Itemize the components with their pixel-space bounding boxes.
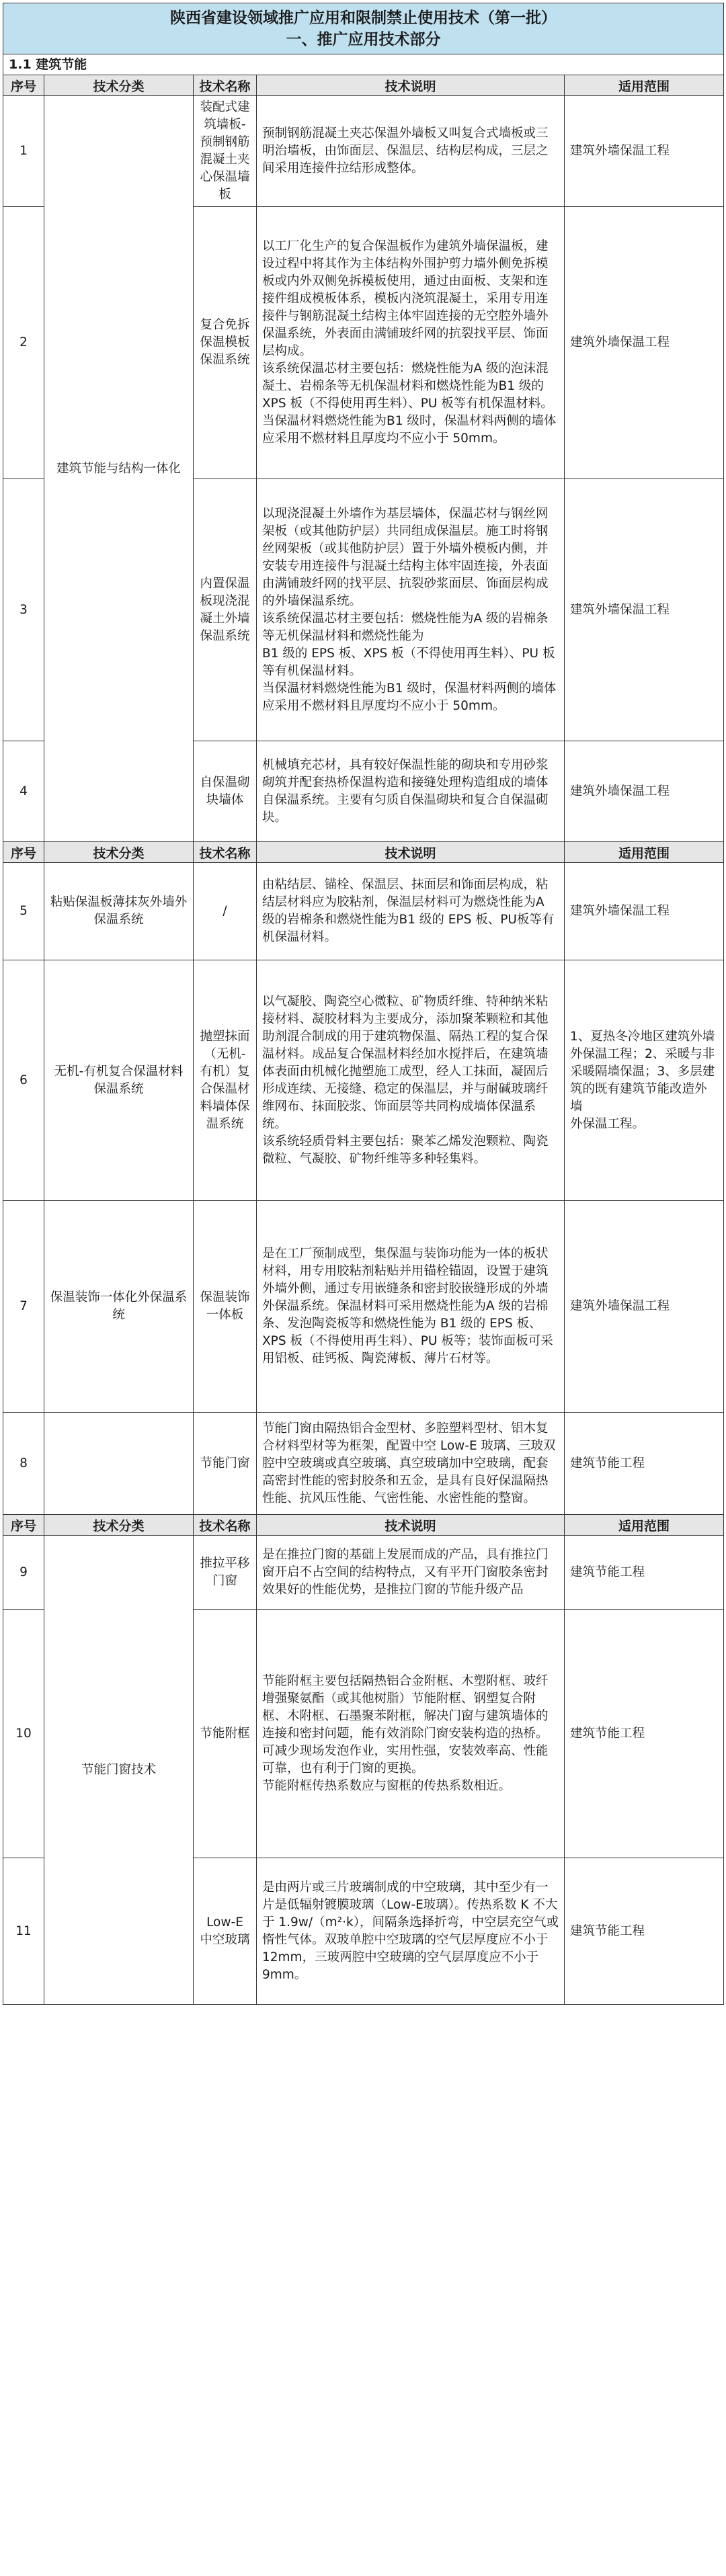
scope-line: 建筑外墙保温工程 bbox=[570, 1299, 670, 1313]
row-category: 保温装饰一体化外保温系统 bbox=[44, 1201, 194, 1413]
application-scope bbox=[565, 741, 724, 842]
column-header-row bbox=[3, 75, 724, 96]
column-header-row bbox=[3, 842, 724, 863]
description-paragraph: 当保温材料燃烧性能为B1 级时，保温材料两侧的墙体应采用不燃材料且厚度均不应小于 50mm。 bbox=[262, 414, 557, 446]
technology-name: 节能附框 bbox=[194, 1610, 257, 1858]
technology-description bbox=[257, 1610, 565, 1858]
table-row bbox=[3, 863, 724, 960]
technology-name: 节能门窗 bbox=[194, 1413, 257, 1515]
application-scope bbox=[565, 863, 724, 960]
scope-line: 建筑外墙保温工程 bbox=[570, 144, 670, 158]
description-paragraph: 节能附框主要包括隔热铝合金附框、木塑附框、玻纤增强聚氨酯（或其他树脂）节能附框、钢塑复合附框、木附框、石墨聚苯附框，解决门窗与建筑墙体的连接和密封问题，能有效消除门窗安装构造的热桥。可减少现场发泡作业，实用性强，安装效率高、性能可靠，也有利于门窗的更换。 bbox=[262, 1673, 549, 1776]
header-category: 技术分类 bbox=[44, 842, 194, 863]
header-description: 技术说明 bbox=[257, 1515, 565, 1536]
technology-description bbox=[257, 207, 565, 479]
description-paragraph: 当保温材料燃烧性能为B1 级时，保温材料两侧的墙体应采用不燃材料且厚度均不应小于 50mm。 bbox=[262, 681, 557, 713]
row-number: 6 bbox=[3, 960, 44, 1201]
technology-description bbox=[257, 1536, 565, 1610]
row-number: 4 bbox=[3, 741, 44, 842]
application-scope bbox=[565, 1858, 724, 2005]
scope-line: 建筑外墙保温工程 bbox=[570, 335, 670, 349]
table-row bbox=[3, 1201, 724, 1413]
description-paragraph: 是由两片或三片玻璃制成的中空玻璃，其中至少有一片是低辐射镀膜玻璃（Low-E玻璃）。传热系数 K 不大于 1.9w/（m²·k），间隔条选择折弯，中空层充空气或惰性气体。双玻单腔中空玻璃的空气层厚度应不小于 12mm，三玻两腔中空玻璃的空气层厚度应不小于 9mm。 bbox=[262, 1880, 559, 1982]
category-structure-integration: 建筑节能与结构一体化 bbox=[44, 96, 194, 842]
technology-name: / bbox=[194, 863, 257, 960]
description-paragraph: 该系统轻质骨料主要包括：聚苯乙烯发泡颗粒、陶瓷微粒、气凝胶、矿物纤维等多种轻集料。 bbox=[262, 1134, 549, 1166]
technology-description bbox=[257, 1858, 565, 2005]
header-no: 序号 bbox=[3, 1515, 44, 1536]
technology-description bbox=[257, 1413, 565, 1515]
description-paragraph: 该系统保温芯材主要包括：燃烧性能为A 级的泡沫混凝土、岩棉条等无机保温材料和燃烧性能为B1 级的XPS 板（不得使用再生料）、PU 板等有机保温材料。 bbox=[262, 362, 553, 411]
scope-line: 建筑外墙保温工程 bbox=[570, 904, 670, 918]
description-paragraph: 以现浇混凝土外墙作为基层墙体，保温芯材与钢丝网架板（或其他防护层）共同组成保温层。施工时将钢丝网架板（或其他防护层）置于外墙外模板内侧，并安装专用连接件与混凝土结构主体牢固连接，外表面由满铺玻纤网的找平层、抗裂砂浆面层、饰面层构成的外墙保温系统。 bbox=[262, 506, 549, 608]
technology-name: Low-E 中空玻璃 bbox=[194, 1858, 257, 2005]
header-scope: 适用范围 bbox=[565, 1515, 724, 1536]
row-number: 9 bbox=[3, 1536, 44, 1610]
description-paragraph: 预制钢筋混凝土夹芯保温外墙板又叫复合式墙板或三明治墙板，由饰面层、保温层、结构层构成，三层之间采用连接件拉结形成整体。 bbox=[262, 126, 549, 175]
column-header-row bbox=[3, 1515, 724, 1536]
scope-line: 建筑外墙保温工程 bbox=[570, 602, 670, 617]
document-page bbox=[3, 3, 723, 2005]
technology-name: 抛塑抹面（无机-有机）复合保温材料墙体保温系统 bbox=[194, 960, 257, 1201]
application-scope bbox=[565, 1536, 724, 1610]
row-number: 2 bbox=[3, 207, 44, 479]
technology-description bbox=[257, 863, 565, 960]
row-category: 无机-有机复合保温材料保温系统 bbox=[44, 960, 194, 1201]
description-paragraph: 是在工厂预制成型，集保温与装饰功能为一体的板状材料，用专用胶粘剂粘贴并用锚栓锚固，设置于建筑外墙外侧，通过专用嵌缝条和密封胶嵌缝形成的外墙外保温系统。保温材料可采用燃烧性能为A 级的岩棉条、发泡陶瓷板等和燃烧性能为 B1 级的 EPS 板、XPS 板（不得使用再生料）、PU 板等；装饰面板可采用铝板、硅钙板、陶瓷薄板、薄片石材等。 bbox=[262, 1247, 553, 1366]
row-category bbox=[44, 1413, 194, 1515]
row-category: 粘贴保温板薄抹灰外墙外保温系统 bbox=[44, 863, 194, 960]
scope-line: 建筑节能工程 bbox=[570, 1923, 645, 1938]
application-scope bbox=[565, 960, 724, 1201]
description-paragraph: B1 级的 EPS 板、XPS 板（不得使用再生料）、PU 板等有机保温材料。 bbox=[262, 646, 555, 678]
description-paragraph: 机械填充芯材，具有较好保温性能的砌块和专用砂浆砌筑并配套热桥保温构造和接缝处理构造组成的墙体自保温系统。主要有匀质自保温砌块和复合自保温砌块。 bbox=[262, 757, 549, 825]
technology-description bbox=[257, 96, 565, 207]
technology-description bbox=[257, 1201, 565, 1413]
title-line-1: 陕西省建设领域推广应用和限制禁止使用技术（第一批） bbox=[170, 9, 557, 27]
category-energy-saving-windows: 节能门窗技术 bbox=[44, 1536, 194, 2005]
technology-name: 推拉平移门窗 bbox=[194, 1536, 257, 1610]
row-number: 11 bbox=[3, 1858, 44, 2005]
application-scope bbox=[565, 1413, 724, 1515]
header-name: 技术名称 bbox=[194, 75, 257, 96]
header-scope: 适用范围 bbox=[565, 842, 724, 863]
table-row bbox=[3, 1536, 724, 1610]
technology-name: 内置保温板现浇混凝土外墙保温系统 bbox=[194, 479, 257, 741]
application-scope bbox=[565, 207, 724, 479]
table-row bbox=[3, 960, 724, 1201]
scope-line: 1、夏热冬冷地区建筑外墙外保温工程；2、采暖与非采暖隔墙保温；3、多层建筑的既有建筑节能改造外墙 bbox=[570, 1029, 715, 1114]
technology-table bbox=[3, 3, 724, 2005]
row-number: 8 bbox=[3, 1413, 44, 1515]
application-scope bbox=[565, 1610, 724, 1858]
row-number: 5 bbox=[3, 863, 44, 960]
scope-line: 建筑外墙保温工程 bbox=[570, 784, 670, 798]
header-category: 技术分类 bbox=[44, 75, 194, 96]
application-scope bbox=[565, 96, 724, 207]
table-row bbox=[3, 1413, 724, 1515]
description-paragraph: 以工厂化生产的复合保温板作为建筑外墙保温板，建设过程中将其作为主体结构外围护剪力墙外侧免拆模板或内外双侧免拆模板使用，通过由面板、支架和连接件组成模板体系，模板内浇筑混凝土，采用专用连接件与钢筋混凝土结构主体牢固连接的无空腔外墙外保温系统，外表面由满铺玻纤网的抗裂找平层、饰面层构成。 bbox=[262, 239, 549, 358]
description-paragraph: 节能门窗由隔热铝合金型材、多腔塑料型材、铝木复合材料型材等为框架，配置中空 Low-E 玻璃、三玻双腔中空玻璃或真空玻璃、真空玻璃加中空玻璃，配套高密封性能的密封胶条和五金，是具有良好保温隔热性能、抗风压性能、气密性能、水密性能的整窗。 bbox=[262, 1421, 556, 1505]
table-row bbox=[3, 96, 724, 207]
header-description: 技术说明 bbox=[257, 842, 565, 863]
application-scope bbox=[565, 1201, 724, 1413]
application-scope bbox=[565, 479, 724, 741]
header-no: 序号 bbox=[3, 75, 44, 96]
section-heading: 1.1 建筑节能 bbox=[3, 54, 724, 75]
scope-line: 建筑节能工程 bbox=[570, 1565, 645, 1579]
row-number: 10 bbox=[3, 1610, 44, 1858]
technology-name: 复合免拆保温模板保温系统 bbox=[194, 207, 257, 479]
description-paragraph: 以气凝胶、陶瓷空心微粒、矿物质纤维、特种纳米粘接材料、凝胶材料为主要成分，添加聚苯颗粒和其他助剂混合制成的用于建筑物保温、隔热工程的复合保温材料。成品复合保温材料经加水搅拌后，在建筑墙体表面由机械化抛塑施工成型，经人工抹面，凝固后形成连续、无接缝、稳定的保温层，并与耐碱玻璃纤维网布、抹面胶浆、饰面层等共同构成墙体保温系统。 bbox=[262, 994, 549, 1131]
scope-line: 建筑节能工程 bbox=[570, 1456, 645, 1470]
row-number: 7 bbox=[3, 1201, 44, 1413]
header-category: 技术分类 bbox=[44, 1515, 194, 1536]
technology-description bbox=[257, 479, 565, 741]
description-paragraph: 该系统保温芯材主要包括：燃烧性能为A 级的岩棉条等无机保温材料和燃烧性能为 bbox=[262, 611, 549, 643]
header-no: 序号 bbox=[3, 842, 44, 863]
header-description: 技术说明 bbox=[257, 75, 565, 96]
technology-name: 装配式建筑墙板-预制钢筋混凝土夹心保温墙板 bbox=[194, 96, 257, 207]
row-number: 3 bbox=[3, 479, 44, 741]
description-paragraph: 是在推拉门窗的基础上发展而成的产品，具有推拉门窗开启不占空间的结构特点，又有平开门窗胶条密封效果好的性能优势，是推拉门窗的节能升级产品 bbox=[262, 1547, 549, 1597]
scope-line: 建筑节能工程 bbox=[570, 1726, 645, 1741]
title-line-2: 一、推广应用技术部分 bbox=[286, 30, 441, 48]
description-paragraph: 节能附框传热系数应与窗框的传热系数相近。 bbox=[262, 1778, 512, 1793]
row-number: 1 bbox=[3, 96, 44, 207]
technology-name: 自保温砌块墙体 bbox=[194, 741, 257, 842]
header-scope: 适用范围 bbox=[565, 75, 724, 96]
description-paragraph: 由粘结层、锚栓、保温层、抹面层和饰面层构成，粘结层材料应为胶粘剂，保温层材料可为燃烧性能为A 级的岩棉条和燃烧性能为B1 级的 EPS 板、PU板等有机保温材料。 bbox=[262, 878, 555, 944]
document-title bbox=[3, 3, 724, 54]
technology-name: 保温装饰一体板 bbox=[194, 1201, 257, 1413]
scope-line: 外保温工程。 bbox=[570, 1116, 645, 1131]
header-name: 技术名称 bbox=[194, 1515, 257, 1536]
technology-description bbox=[257, 741, 565, 842]
technology-description bbox=[257, 960, 565, 1201]
header-name: 技术名称 bbox=[194, 842, 257, 863]
